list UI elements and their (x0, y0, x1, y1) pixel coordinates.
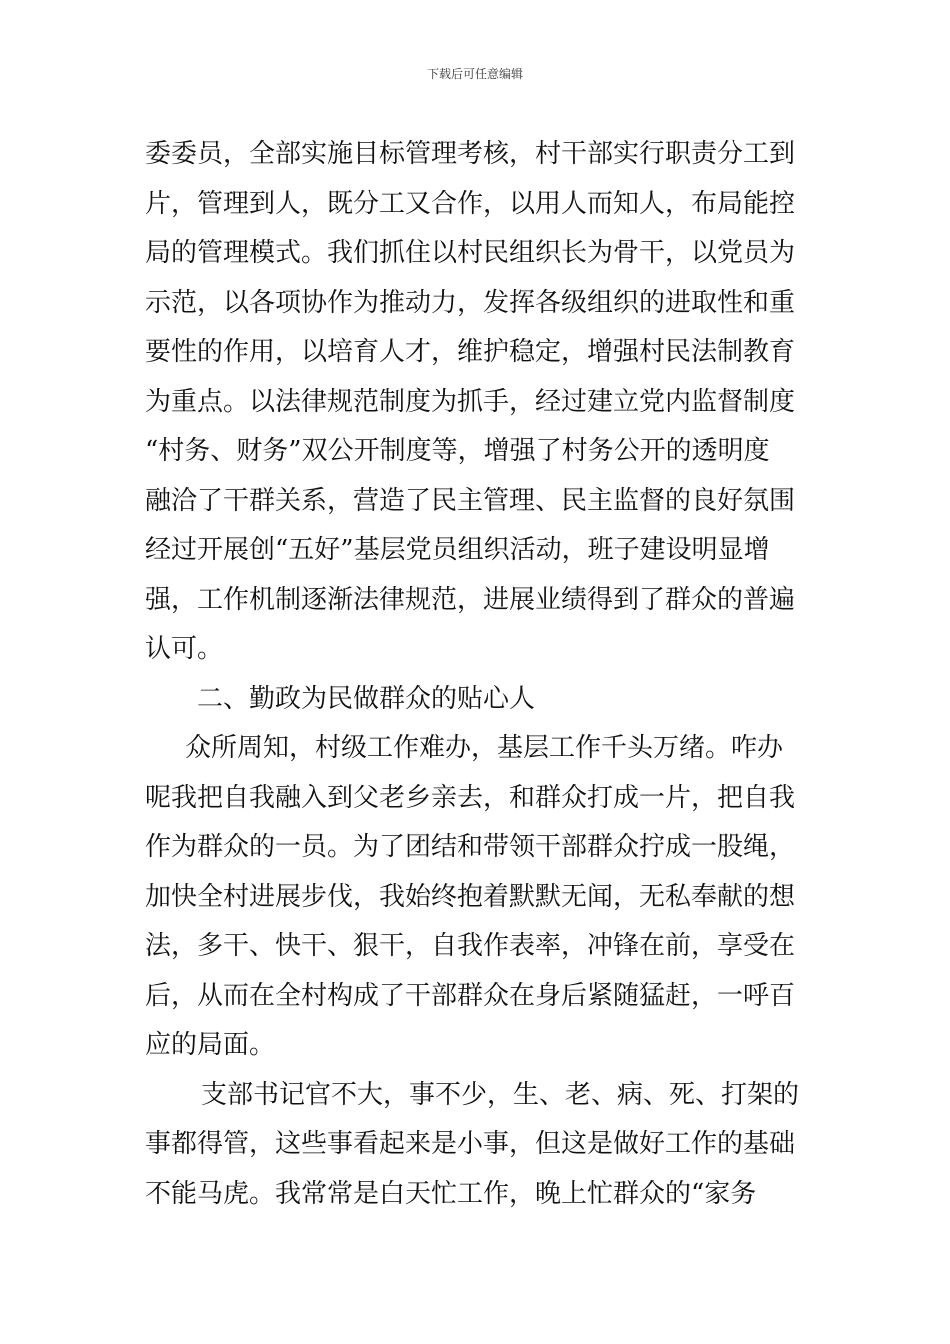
text-line: 为重点。以法律规范制度为抓手，经过建立党内监督制度 (145, 386, 796, 417)
text-line: 强，工作机制逐渐法律规范，进展业绩得到了群众的普遍 (145, 584, 796, 615)
text-line: 加快全村进展步伐，我始终抱着默默无闻，无私奉献的想 (145, 881, 796, 912)
text-line: 局的管理模式。我们抓住以村民组织长为骨干，以党员为 (145, 238, 796, 268)
text-line: 法，多干、快干、狠干，自我作表率，冲锋在前，享受在 (145, 931, 796, 961)
text-line: 呢我把自我融入到父老乡亲去，和群众打成一片，把自我 (145, 782, 796, 813)
page-header: 下载后可任意编辑 (426, 67, 523, 81)
text-line: 融洽了干群关系，营造了民主管理、民主监督的良好氛围 (145, 485, 796, 516)
section-heading: 二、勤政为民做群众的贴心人 (197, 683, 536, 714)
text-line: 事都得管，这些事看起来是小事，但这是做好工作的基础 (145, 1129, 796, 1159)
document-body (145, 130, 810, 1219)
paragraph-first-line: 众所周知，村级工作难办，基层工作千头万绪。咋办 (185, 733, 784, 763)
text-line: 委委员，全部实施目标管理考核，村干部实行职责分工到 (145, 139, 796, 169)
text-line: 认可。 (145, 634, 224, 664)
text-line: “村务、财务”双公开制度等，增强了村务公开的透明度 (145, 436, 770, 466)
text-line: 示范，以各项协作为推动力，发挥各级组织的进取性和重 (145, 287, 796, 318)
text-line: 应的局面。 (145, 1030, 276, 1060)
text-line: 后，从而在全村构成了干部群众在身后紧随猛赶，一呼百 (145, 980, 796, 1011)
text-line: 片，管理到人，既分工又合作，以用人而知人，布局能控 (145, 188, 796, 219)
text-line: 不能马虎。我常常是白天忙工作，晚上忙群众的“家务 (145, 1178, 757, 1209)
text-line: 经过开展创“五好”基层党员组织活动，班子建设明显增 (145, 535, 770, 565)
text-line: 要性的作用，以培育人才，维护稳定，增强村民法制教育 (145, 337, 796, 367)
paragraph-first-line: 支部书记官不大，事不少，生、老、病、死、打架的 (201, 1079, 800, 1110)
text-line: 作为群众的一员。为了团结和带领干部群众拧成一股绳， (145, 832, 796, 862)
